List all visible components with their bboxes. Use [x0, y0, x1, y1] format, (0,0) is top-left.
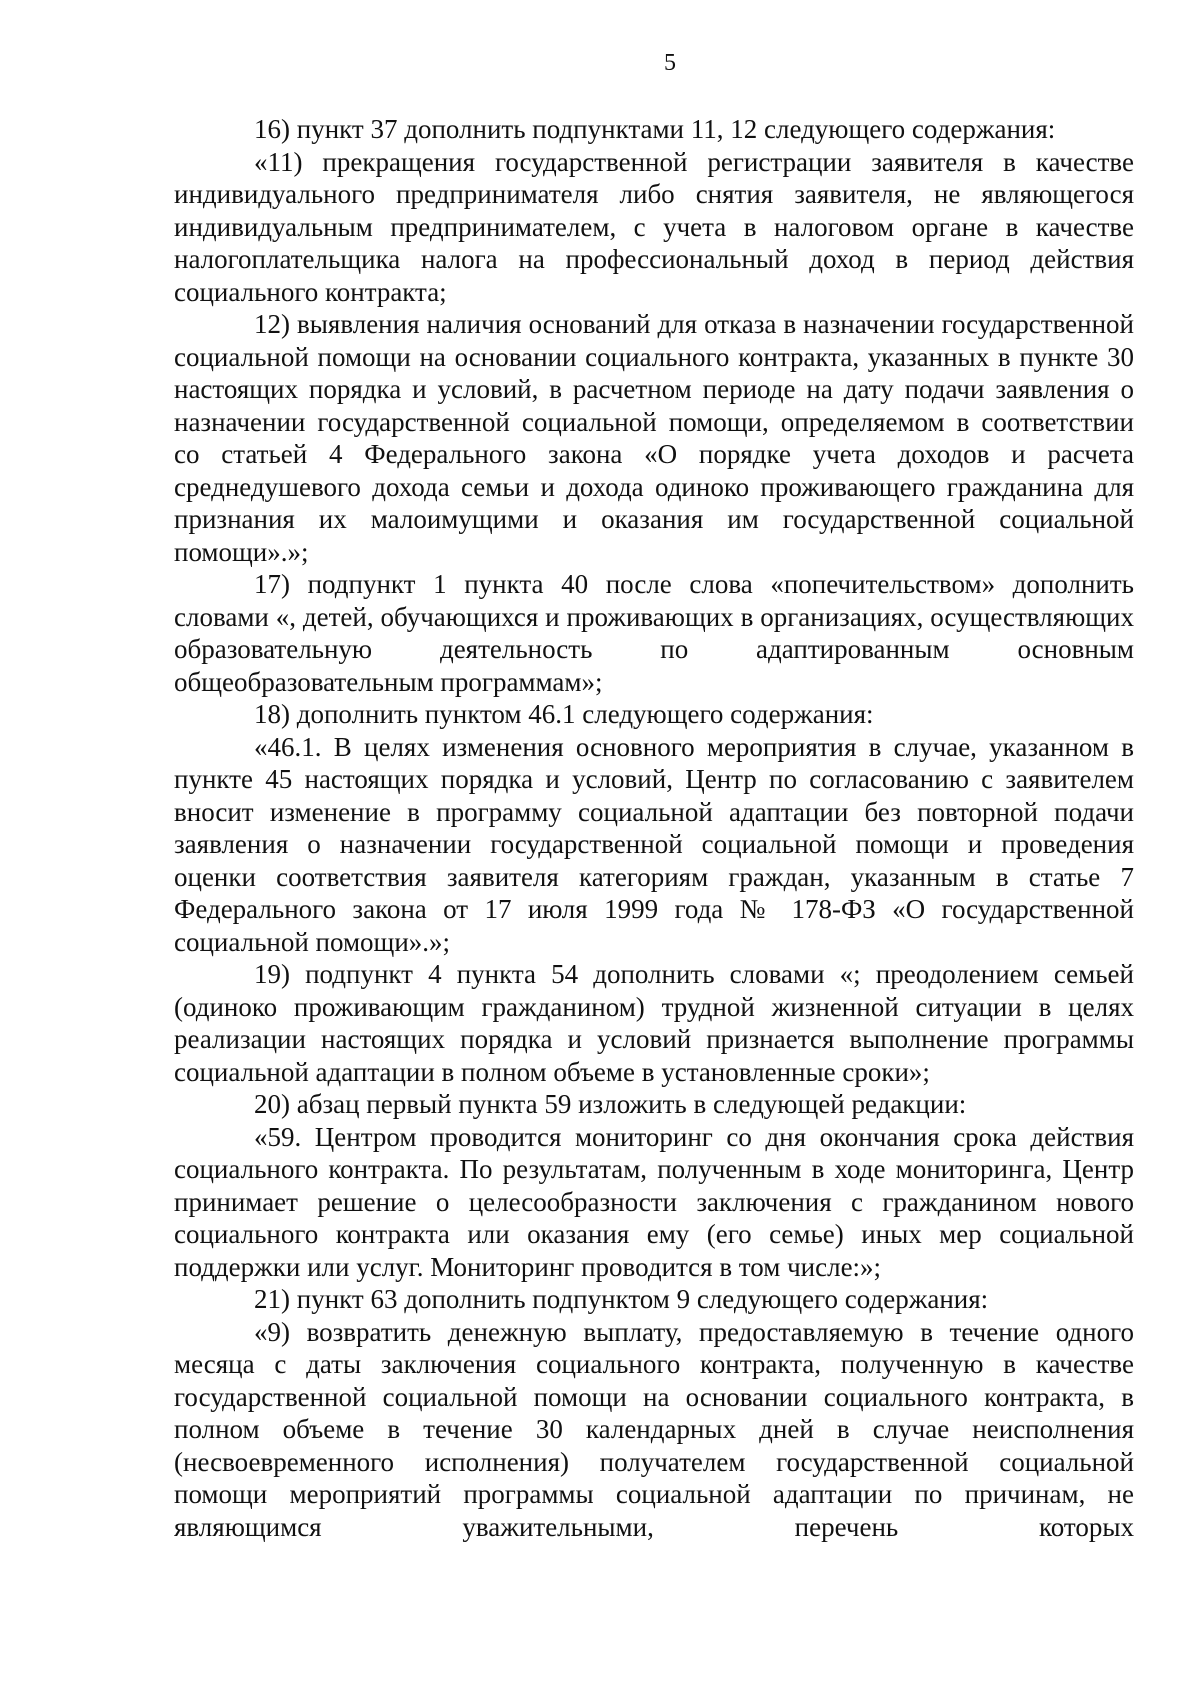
paragraph-18-heading: 18) дополнить пунктом 46.1 следующего содержания: — [254, 699, 874, 729]
paragraph-subitem-9: «9) возвратить денежную выплату, предоставляемую в течение одного месяца с даты заключения социального контракта, полученную в качестве государственной социальной помощи на основании социального контракта, в полном объеме в течение 30 календарных дней в случае неисполнения (несвоевременного исполнения) получателем государственной социальной помощи мероприятий программы социальной адаптации по причинам, не являющимся уважительными, перечень которых — [174, 1316, 1134, 1542]
paragraph-21-heading: 21) пункт 63 дополнить подпунктом 9 следующего содержания: — [254, 1284, 989, 1314]
document-body — [174, 113, 1134, 1543]
paragraph-subitem-12: 12) выявления наличия оснований для отказа в назначении государственной социальной помощи на основании социального контракта, указанных в пункте 30 настоящих порядка и условий, в расчетном периоде на дату подачи заявления о назначении государственной социальной помощи, определяемом в соответствии со статьей 4 Федерального закона «О порядке учета доходов и расчета среднедушевого дохода семьи и дохода одиноко проживающего гражданина для признания их малоимущими и оказания им государственной социальной помощи».»; — [174, 309, 1134, 567]
paragraph-16-heading: 16) пункт 37 дополнить подпунктами 11, 12 следующего содержания: — [254, 114, 1056, 144]
paragraph-item-46-1: «46.1. В целях изменения основного мероприятия в случае, указанном в пункте 45 настоящих порядка и условий, Центр по согласованию с заявителем вносит изменение в программу социальной адаптации без повторной подачи заявления о назначении государственной социальной помощи и проведения оценки соответствия заявителя категориям граждан, указанным в статье 7 Федерального закона от 17 июля 1999 года № 178-ФЗ «О государственной социальной помощи».»; — [174, 731, 1134, 957]
paragraph-subitem-11: «11) прекращения государственной регистрации заявителя в качестве индивидуального предпринимателя либо снятия заявителя, не являющегося индивидуальным предпринимателем, с учета в налоговом органе в качестве налогоплательщика налога на профессиональный доход в период действия социального контракта; — [174, 146, 1134, 307]
paragraph-19: 19) подпункт 4 пункта 54 дополнить словами «; преодолением семьей (одиноко проживающим гражданином) трудной жизненной ситуации в целях реализации настоящих порядка и условий признается выполнение программы социальной адаптации в полном объеме в установленные сроки»; — [174, 959, 1134, 1087]
paragraph-item-59: «59. Центром проводится мониторинг со дня окончания срока действия социального контракта. По результатам, полученным в ходе мониторинга, Центр принимает решение о целесообразности заключения с гражданином нового социального контракта или оказания ему (его семье) иных мер социальной поддержки или услуг. Мониторинг проводится в том числе:»; — [174, 1121, 1134, 1282]
paragraph-20-heading: 20) абзац первый пункта 59 изложить в следующей редакции: — [254, 1089, 967, 1119]
paragraph-17: 17) подпункт 1 пункта 40 после слова «попечительством» дополнить словами «, детей, обучающихся и проживающих в организациях, осуществляющих образовательную деятельность по адаптированным основным общеобразовательным программам»; — [174, 569, 1134, 697]
page-number: 5 — [664, 50, 676, 76]
